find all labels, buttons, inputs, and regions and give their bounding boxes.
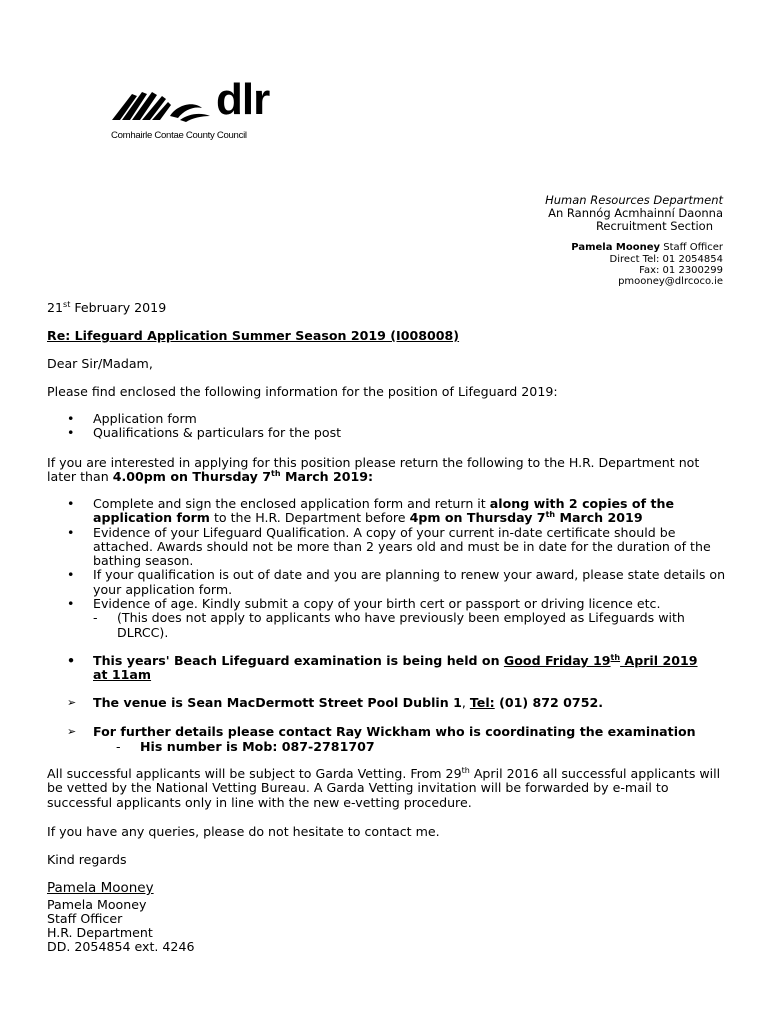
closing-text: Kind regards — [47, 852, 127, 867]
requirements-list — [47, 497, 727, 640]
enclosure-list — [47, 412, 727, 441]
list-item: • Application form — [67, 411, 197, 426]
list-item: ➢ The venue is Sean MacDermott Street Pool Dublin 1, Tel: (01) 872 0752. — [67, 695, 604, 710]
department-irish: An Rannóg Acmhainní Daonna — [548, 206, 723, 220]
list-sub-item: - (This does not apply to applicants who have previously been employed as Lifeguards with DLRCC). — [93, 610, 685, 640]
venue-list — [47, 696, 727, 710]
examiner-mobile: His number is Mob: 087-2781707 — [140, 739, 375, 754]
contact-line — [571, 242, 723, 253]
dash-icon: - — [116, 739, 121, 754]
bullet-icon: • — [67, 425, 75, 441]
bullet-icon: • — [67, 411, 75, 426]
list-item: ➢ For further details please contact Ray Wickham who is coordinating the examination — [67, 724, 696, 739]
signature: Pamela Mooney — [47, 880, 154, 896]
bullet-icon: • — [67, 653, 76, 668]
list-item: • This years' Beach Lifeguard examination is being held on Good Friday 19th April 2019 at 11am — [67, 653, 698, 683]
interest-line-2: later than 4.00pm on Thursday 7th March 2019: — [47, 469, 374, 484]
letter-subject: Re: Lifeguard Application Summer Season 2019 (I008008) — [47, 328, 460, 343]
bullet-icon: • — [67, 567, 75, 583]
intro-text: Please find enclosed the following information for the position of Lifeguard 2019: — [47, 384, 558, 399]
council-logo — [110, 75, 300, 144]
contact-name: Pamela Mooney — [571, 242, 661, 253]
signatory-name: Pamela Mooney — [47, 897, 147, 912]
department-name: Human Resources Department — [545, 193, 723, 207]
direct-tel: Direct Tel: 01 2054854 — [609, 254, 723, 265]
list-item: • Evidence of age. Kindly submit a copy of your birth cert or passport or driving licence etc. — [67, 596, 661, 612]
logo-wordmark: dlr — [216, 75, 270, 124]
signatory-phone: DD. 2054854 ext. 4246 — [47, 939, 195, 954]
dash-icon: - — [93, 610, 98, 626]
section-name: Recruitment Section — [595, 219, 713, 233]
signatory-title: Staff Officer — [47, 911, 123, 926]
wave-logo-icon — [110, 86, 216, 126]
list-item: • Complete and sign the enclosed application form and return it along with 2 copies of the application form to the H.R. Department before 4pm on Thursday 7th March 2019 — [67, 496, 674, 526]
list-item: • If your qualification is out of date and you are planning to renew your award, please state details on your application form. — [67, 567, 726, 597]
list-item: • Qualifications & particulars for the post — [67, 425, 342, 441]
vetting-paragraph: All successful applicants will be subject to Garda Vetting. From 29th April 2016 all successful applicants will be vetted by the National Vetting Bureau. A Garda Vetting invitation will be forwarded by e-mail to successful applicants only in line with the new e-vetting procedure. — [47, 766, 721, 810]
queries-text: If you have any queries, please do not hesitate to contact me. — [47, 824, 440, 839]
contact-title: Staff Officer — [663, 242, 723, 253]
fax-number: Fax: 01 2300299 — [639, 265, 723, 276]
arrow-bullet-icon: ➢ — [67, 725, 77, 738]
email-address[interactable]: pmooney@dlrcoco.ie — [618, 276, 723, 287]
interest-line-1: If you are interested in applying for this position please return the following to the H.R. Department not — [47, 455, 700, 470]
arrow-bullet-icon: ➢ — [67, 696, 77, 709]
exam-list — [47, 654, 727, 683]
details-list — [47, 725, 727, 739]
list-item: • Evidence of your Lifeguard Qualification. A copy of your current in-date certificate should be attached. Awards should not be more than 2 years old and must be in date for the duration of the bathing season. — [67, 524, 711, 569]
signatory-department: H.R. Department — [47, 925, 153, 940]
logo-subtitle: Comhairle Contae County Council — [111, 130, 247, 141]
letter-date: 21st February 2019 — [47, 300, 167, 315]
bullet-icon: • — [67, 596, 75, 612]
bullet-icon: • — [67, 524, 75, 540]
salutation: Dear Sir/Madam, — [47, 356, 153, 371]
bullet-icon: • — [67, 496, 75, 511]
